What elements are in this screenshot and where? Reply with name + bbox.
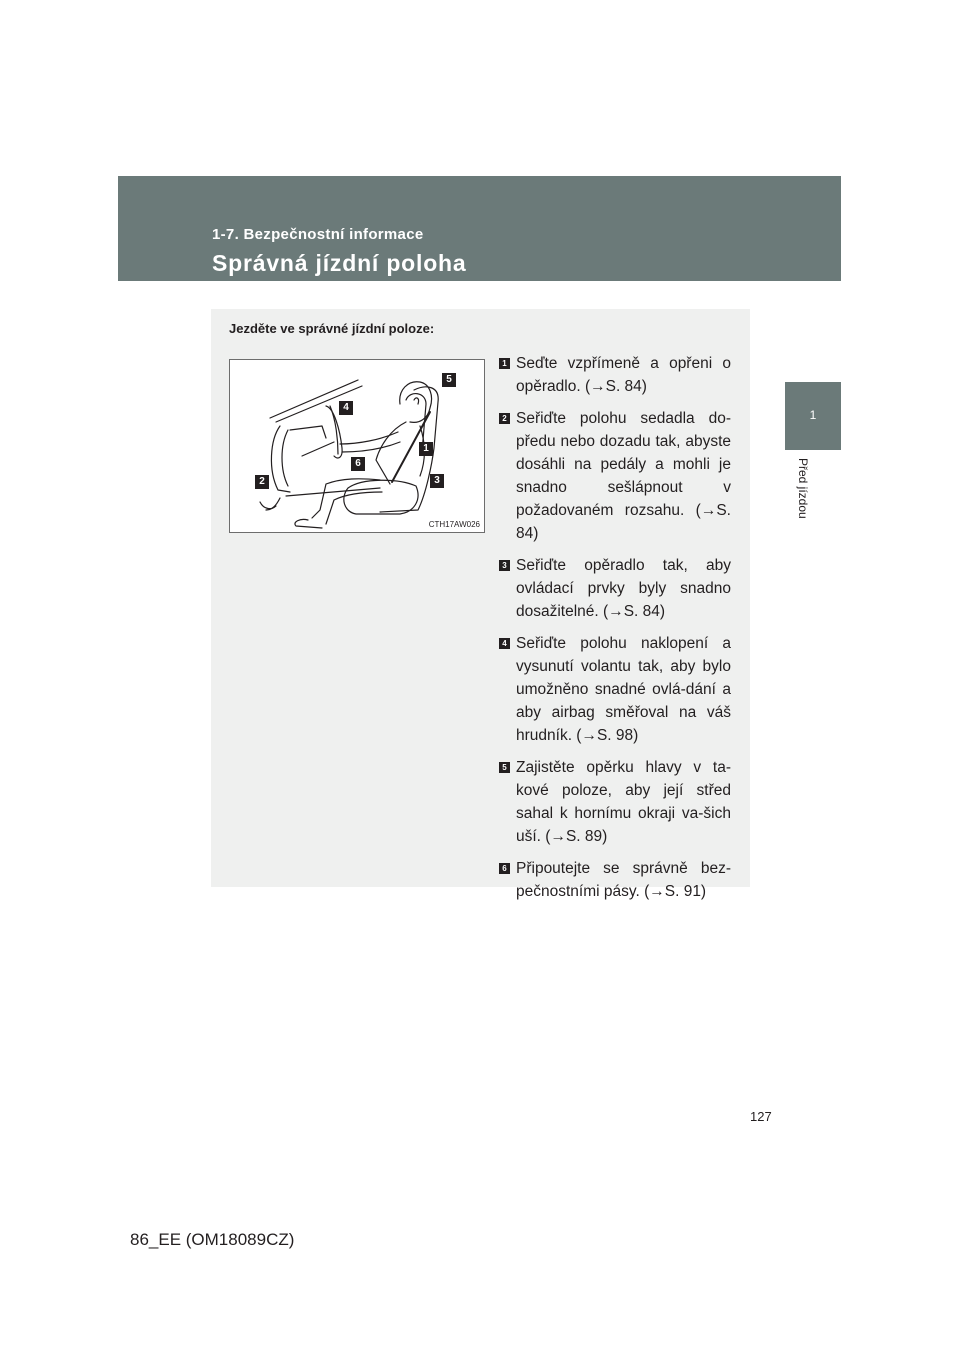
item-text: Seřiďte polohu sedadla do-předu nebo dozadu tak, abyste dosáhli na pedály a mohli je snadno sešlápnout v požadovaném rozsahu. (→S. 84) [516, 410, 731, 542]
list-item [499, 352, 731, 398]
chapter-side-label [793, 458, 813, 638]
chapter-label: Před jízdou [796, 458, 810, 519]
callout-2: 2 [255, 475, 269, 489]
list-item [499, 632, 731, 747]
list-item [499, 554, 731, 623]
callout-1: 1 [419, 442, 433, 456]
item-number: 5 [499, 762, 510, 773]
list-item [499, 857, 731, 903]
instruction-list [499, 352, 731, 912]
item-number: 2 [499, 413, 510, 424]
list-item [499, 407, 731, 545]
item-text: Seřiďte opěradlo tak, aby ovládací prvky byly snadno dosažitelné. (→S. 84) [516, 557, 731, 620]
intro-text: Jezděte ve správné jízdní poloze: [229, 321, 435, 336]
item-text: Připoutejte se správně bez-pečnostními pásy. (→S. 91) [516, 860, 731, 900]
page-number: 127 [750, 1109, 772, 1124]
item-number: 6 [499, 863, 510, 874]
figure-code: CTH17AW026 [428, 520, 480, 529]
callout-4: 4 [339, 401, 353, 415]
item-text: Zajistěte opěrku hlavy v ta-kové poloze, aby její střed sahal k hornímu okraji va-šich uší. (→S. 89) [516, 759, 731, 845]
callout-3: 3 [430, 474, 444, 488]
item-text: Seřiďte polohu naklopení a vysunutí volantu tak, aby bylo umožněno snadné ovlá-dání a aby airbag směřoval na váš hrudník. (→S. 98) [516, 635, 731, 744]
item-text: Seďte vzpřímeně a opřeni o opěradlo. (→S. 84) [516, 355, 731, 395]
callout-5: 5 [442, 373, 456, 387]
list-item [499, 756, 731, 848]
item-number: 4 [499, 638, 510, 649]
document-code: 86_EE (OM18089CZ) [130, 1230, 295, 1249]
driving-position-figure [229, 359, 485, 533]
page-title: Správná jízdní poloha [212, 250, 467, 276]
chapter-number: 1 [809, 408, 817, 422]
section-label: 1-7. Bezpečnostní informace [212, 226, 424, 243]
callout-6: 6 [351, 457, 365, 471]
item-number: 1 [499, 358, 510, 369]
chapter-tab [785, 382, 841, 450]
item-number: 3 [499, 560, 510, 571]
